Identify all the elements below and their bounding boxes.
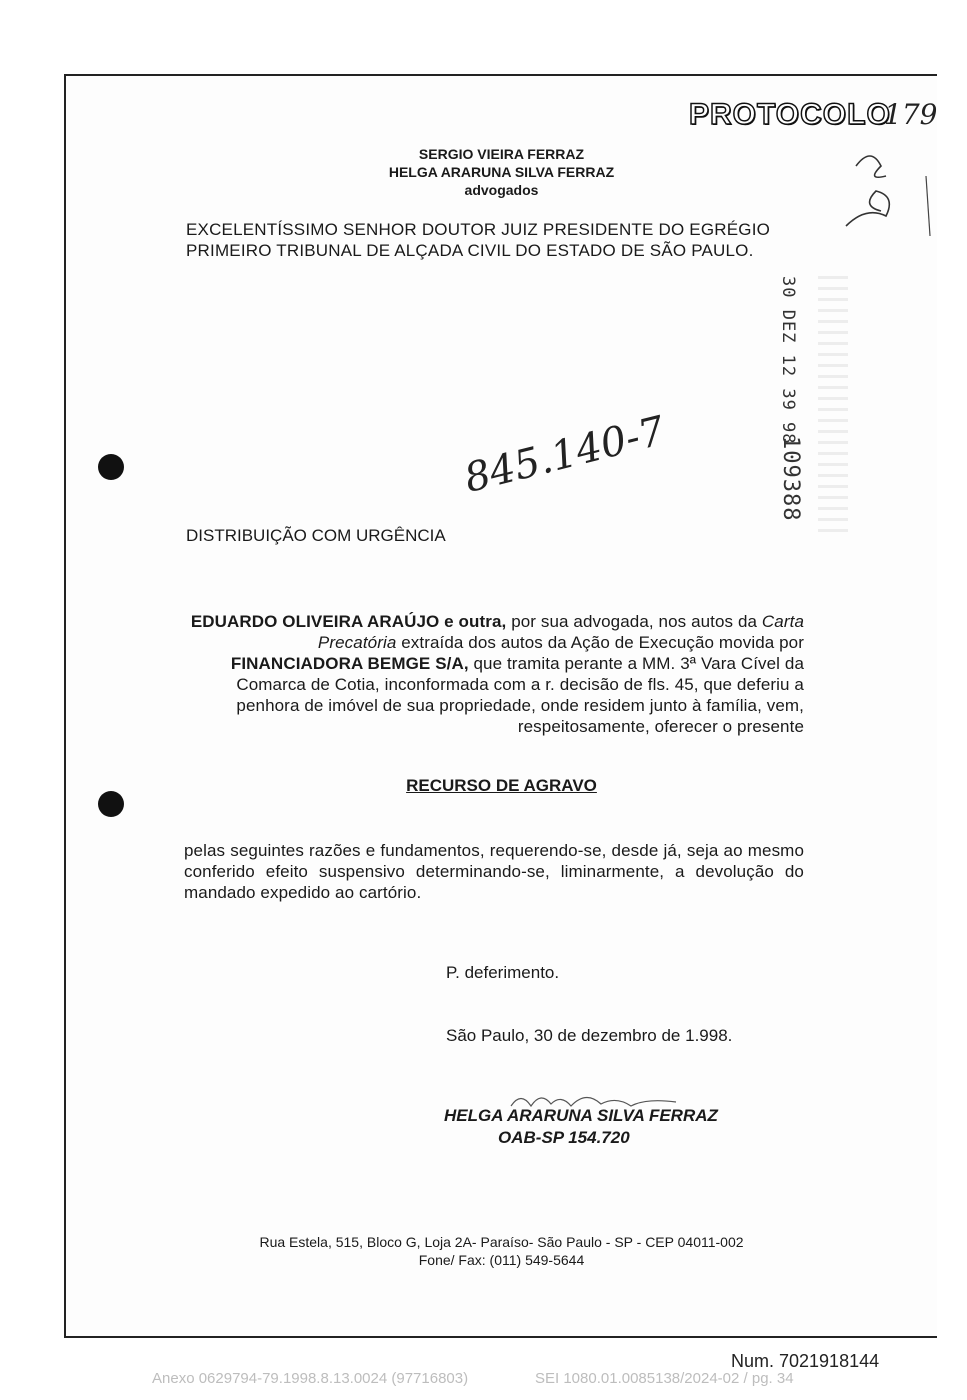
footer-address: Rua Estela, 515, Bloco G, Loja 2A- Paraíso- São Paulo - SP - CEP 04011-002: [259, 1234, 744, 1250]
place-date: São Paulo, 30 de dezembro de 1.998.: [446, 1026, 733, 1045]
lawyers-role: advogados: [464, 182, 539, 198]
carta-precatoria: Carta Precatória: [317, 612, 804, 652]
annex-reference: Anexo 0629794-79.1998.8.13.0024 (97716803): [152, 1370, 469, 1387]
text-segment: que tramita perante a MM. 3ª Vara Cível da Comarca de Cotia, inconformada com a r. decisão de fls. 45, que deferiu a penhora de imóvel de sua propriedade, onde residem junto à família, vem, respeitosamente, oferecer o presente: [236, 654, 804, 736]
creditor-name: FINANCIADORA BEMGE S/A,: [230, 654, 469, 673]
punch-hole-bottom: [98, 791, 124, 817]
distribution-label: DISTRIBUIÇÃO COM URGÊNCIA: [186, 526, 446, 545]
text-segment: por sua advogada, nos autos da: [511, 612, 758, 631]
recurso-title: RECURSO DE AGRAVO: [406, 776, 597, 795]
protocolo-stamp: PROTOCOLO: [689, 98, 891, 131]
punch-hole-top: [98, 454, 124, 480]
signature-oab: OAB-SP 154.720: [498, 1128, 630, 1147]
handwritten-page-number: 179: [884, 98, 938, 131]
handwritten-initials: [826, 136, 936, 246]
document-number: Num. 7021918144: [731, 1351, 880, 1371]
signature-name: HELGA ARARUNA SILVA FERRAZ: [444, 1106, 718, 1125]
deferimento: P. deferimento.: [446, 963, 560, 982]
parties-name: EDUARDO OLIVEIRA ARAÚJO e outra,: [190, 612, 507, 631]
footer-phone: Fone/ Fax: (011) 549-5644: [418, 1252, 585, 1268]
address-line-2: PRIMEIRO TRIBUNAL DE ALÇADA CIVIL DO ESTADO DE SÃO PAULO.: [186, 241, 754, 260]
faint-stamp-marks: [818, 276, 848, 536]
lawyer-name-1: SERGIO VIEIRA FERRAZ: [418, 146, 585, 162]
sei-reference: SEI 1080.01.0085138/2024-02 / pg. 34: [535, 1370, 794, 1387]
lawyer-name-2: HELGA ARARUNA SILVA FERRAZ: [388, 164, 615, 180]
scanned-page: [64, 74, 937, 1338]
handwritten-case-number: 845.140-7: [459, 407, 670, 502]
protocol-number-stamp: 109388: [778, 436, 803, 522]
text-segment: extraída dos autos da Ação de Execução movida por: [401, 633, 804, 652]
request-paragraph: pelas seguintes razões e fundamentos, requerendo-se, desde já, seja ao mesmo conferido efeito suspensivo determinando-se, liminarmente, a devolução do mandado expedido ao cartório.: [184, 841, 804, 902]
date-stamp: 30 DEZ 12 39 98: [778, 276, 798, 445]
address-line-1: EXCELENTÍSSIMO SENHOR DOUTOR JUIZ PRESIDENTE DO EGRÉGIO: [186, 220, 771, 239]
petition-paragraph: [184, 611, 804, 737]
